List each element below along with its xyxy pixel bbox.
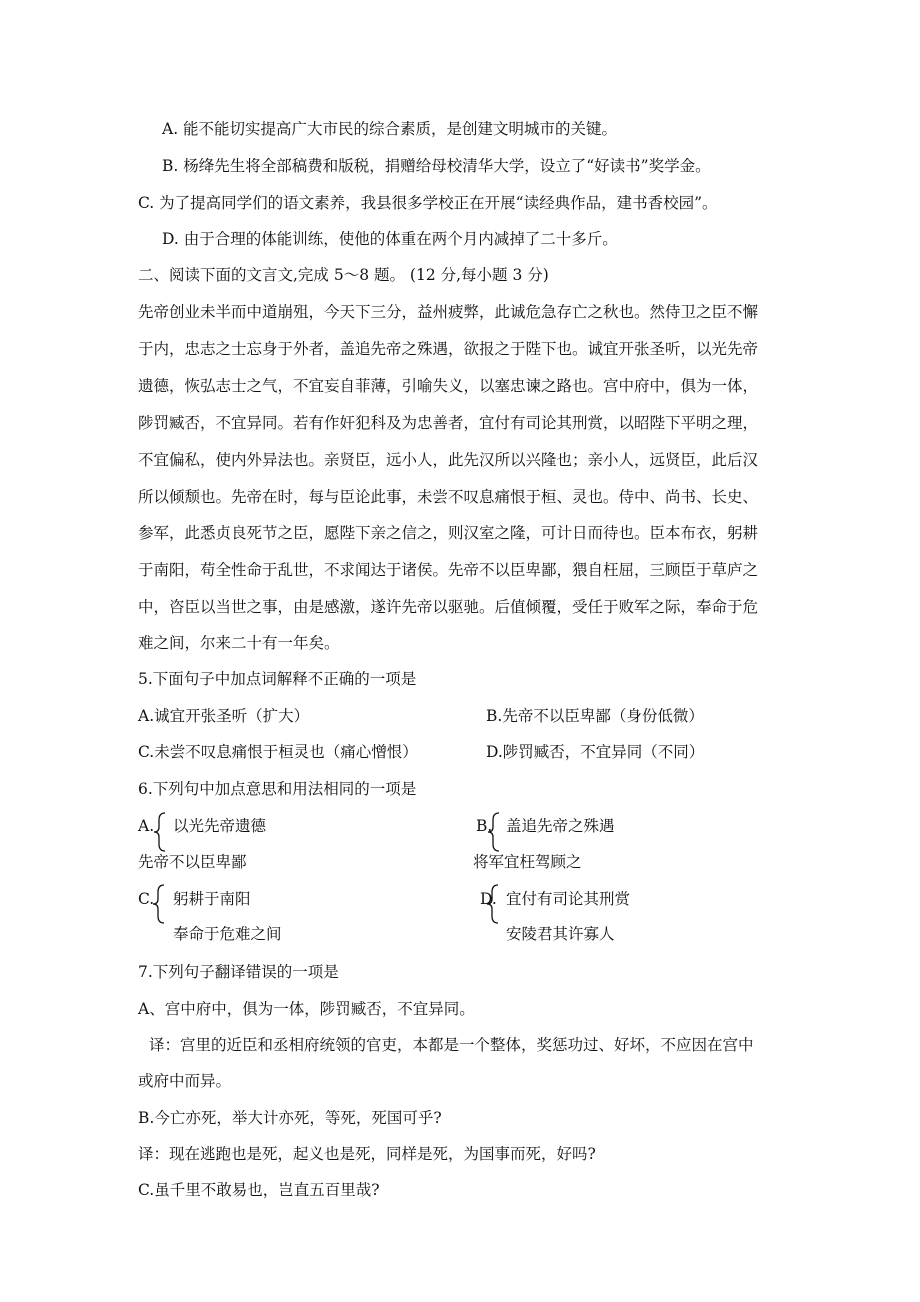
passage-line: 先帝创业未半而中道崩殂，今天下三分，益州疲弊，此诚危急存亡之秋也。然侍卫之臣不懈 [138, 303, 759, 321]
q6-option-b-line2: 将军宜枉驾顾之 [473, 853, 582, 871]
q6-stem: 6.下列句中加点意思和用法相同的一项是 [138, 780, 417, 798]
q6-option-a-label: A. [138, 817, 155, 835]
q7-stem: 7.下列句子翻译错误的一项是 [138, 963, 339, 981]
brace-icon [486, 884, 500, 924]
q5-option-d: D.陟罚臧否，不宜异同（不同） [486, 743, 705, 761]
passage-line: 陟罚臧否，不宜异同。若有作奸犯科及为忠善者，宜付有司论其刑赏，以昭陛下平明之理， [138, 414, 759, 432]
passage-line: 遗德，恢弘志士之气，不宜妄自菲薄，引喻失义，以塞忠谏之路也。宫中府中，俱为一体， [138, 377, 759, 395]
q7-option-a-translation-cont: 或府中而异。 [138, 1072, 232, 1090]
passage-line: 不宜偏私，使内外异法也。亲贤臣，远小人，此先汉所以兴隆也；亲小人，远贤臣，此后汉 [138, 451, 759, 469]
q6-option-d-label: D. [480, 890, 497, 908]
q4-option-a: A. 能不能切实提高广大市民的综合素质，是创建文明城市的关键。 [162, 120, 618, 138]
q6-option-d-line2: 安陵君其许寡人 [506, 925, 615, 943]
q6-option-c-line1: 躬耕于南阳 [173, 890, 251, 908]
passage-line: 所以倾颓也。先帝在时，每与臣论此事，未尝不叹息痛恨于桓、灵也。侍中、尚书、长史、 [138, 488, 759, 506]
brace-icon [152, 884, 166, 924]
q6-option-d-line1: 宜付有司论其刑赏 [506, 890, 631, 908]
passage-line: 于南阳，苟全性命于乱世，不求闻达于诸侯。先帝不以臣卑鄙，猥自枉屈，三顾臣于草庐之 [138, 561, 759, 579]
q7-option-b: B.今亡亦死，举大计亦死，等死，死国可乎? [138, 1109, 442, 1127]
brace-icon [487, 812, 501, 852]
q6-option-c-label: C. [138, 890, 155, 908]
passage-line: 难之间，尔来二十有一年矣。 [138, 634, 340, 652]
q5-option-b: B.先帝不以臣卑鄙（身份低微） [486, 707, 704, 725]
q5-option-c: C.未尝不叹息痛恨于桓灵也（痛心憎恨） [138, 743, 418, 761]
q5-option-a: A.诚宜开张圣听（扩大） [138, 707, 310, 725]
q4-option-b: B. 杨绛先生将全部稿费和版税，捐赠给母校清华大学，设立了“好读书”奖学金。 [162, 157, 711, 175]
passage-line: 参军，此悉贞良死节之臣，愿陛下亲之信之，则汉室之隆，可计日而待也。臣本布衣，躬耕 [138, 524, 759, 542]
section-heading: 二、阅读下面的文言文,完成 5～8 题。 (12 分,每小题 3 分) [138, 266, 549, 284]
q7-option-c: C.虽千里不敢易也，岂直五百里哉? [138, 1181, 380, 1199]
brace-icon [153, 812, 167, 852]
q6-option-b-label: B. [476, 817, 493, 835]
q4-option-c: C. 为了提高同学们的语文素养，我县很多学校正在开展“读经典作品，建书香校园”。 [138, 194, 718, 212]
q5-stem: 5.下面句子中加点词解释不正确的一项是 [138, 670, 417, 688]
q7-option-b-translation: 译：现在逃跑也是死，起义也是死，同样是死，为国事而死，好吗? [138, 1145, 596, 1163]
passage-line: 中，咨臣以当世之事，由是感激，遂许先帝以驱驰。后值倾覆，受任于败军之际，奉命于危 [138, 598, 759, 616]
q4-option-d: D. 由于合理的体能训练，使他的体重在两个月内减掉了二十多斤。 [162, 230, 618, 248]
q6-option-b-line1: 盖追先帝之殊遇 [506, 817, 615, 835]
q6-option-a-line1: 以光先帝遗德 [173, 817, 267, 835]
q7-option-a-translation: 译：宫里的近臣和丞相府统领的官吏，本都是一个整体，奖惩功过、好坏，不应因在宫中 [149, 1036, 754, 1054]
q6-option-c-line2: 奉命于危难之间 [173, 925, 282, 943]
q6-option-a-line2: 先帝不以臣卑鄙 [138, 853, 247, 871]
passage-line: 于内，忠志之士忘身于外者，盖追先帝之殊遇，欲报之于陛下也。诚宜开张圣听，以光先帝 [138, 340, 759, 358]
q7-option-a: A、宫中府中，俱为一体，陟罚臧否，不宜异同。 [138, 1000, 475, 1018]
